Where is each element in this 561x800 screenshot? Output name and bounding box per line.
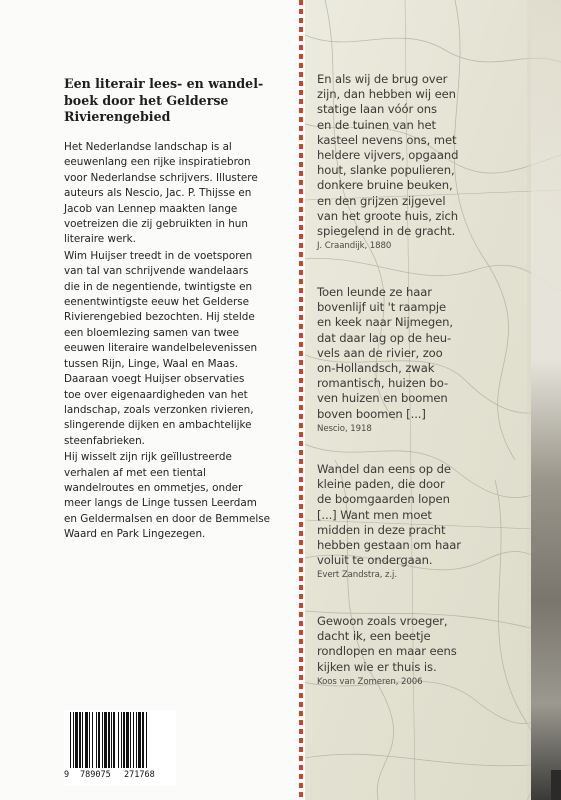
quote-author: J. Craandijk, 1880 <box>317 241 392 252</box>
quote-block-4 <box>317 614 513 688</box>
blurb-text <box>64 140 296 544</box>
quote-text: Gewoon zoals vroeger, dacht ik, een beetje rondlopen en maar eens kijken wie er thuis is. <box>317 614 457 674</box>
isbn-lead-digit: 9 <box>64 770 70 780</box>
quote-text: Wandel dan eens op de kleine paden, die door de boomgaarden lopen [...] Want men moet midden in deze pracht hebben gestaan om haar voluit te ondergaan. <box>317 462 461 568</box>
quote-block-2 <box>317 285 513 435</box>
photo-strip-edge <box>531 0 561 800</box>
blurb-paragraph-3: Hij wisselt zijn rijk geïllustreerde verhalen af met een tiental wandelroutes en ommetjes, onder meer langs de Linge tussen Leerdam en Geldermalsen en door de Bemmelse Waard en Park Lingezegen. <box>64 451 271 541</box>
isbn-barcode <box>64 710 176 786</box>
dashed-divider <box>297 0 305 800</box>
quote-block-1 <box>317 72 513 252</box>
quote-author: Nescio, 1918 <box>317 423 372 434</box>
isbn-digits-group-b: 271768 <box>124 770 155 780</box>
book-subtitle: Een literair lees- en wandel- boek door het Gelderse Rivierengebied <box>64 76 264 124</box>
quote-text: En als wij de brug over zijn, dan hebben wij een statige laan vóór ons en de tuinen van het kasteel nevens ons, met heldere vijvers, opgaand hout, slanke populieren, donkere bruine beuken, en den grijzen zijgevel van het groote huis, zich spiegelend in de gracht. <box>317 72 459 239</box>
barcode-bars <box>70 712 170 768</box>
blurb-paragraph-2: Wim Huijser treedt in de voetsporen van tal van schrijvende wandelaars die in de negentiende, twintigste en eenentwintigste eeuw het Gelderse Rivierengebied bezochten. Hij stelde een bloemlezing samen van twee eeuwen literaire wandelbelevenissen tussen Rijn, Linge, Waal en Maas. Daaraan voegt Huijser observaties toe over eigenaardigheden van het landschap, zoals verzonken rivieren, slingerende dijken en ambachtelijke steenfabrieken. <box>64 249 258 447</box>
quote-block-3 <box>317 462 513 581</box>
quote-author: Evert Zandstra, z.j. <box>317 570 397 581</box>
isbn-digits-group-a: 789075 <box>80 770 111 780</box>
historic-map-panel <box>305 0 561 800</box>
blurb-paragraph-1: Het Nederlandse landschap is al eeuwenlang een rijke inspiratiebron voor Nederlandse schrijvers. Illustere auteurs als Nescio, Jac. P. Thijsse en Jacob van Lennep maakten lange voetreizen die zij gebruikten in hun literaire werk. <box>64 141 258 246</box>
quote-text: Toen leunde ze haar bovenlijf uit 't raampje en keek naar Nijmegen, dat daar lag op de heu- vels aan de rivier, zoo on-Hollandsch, zwak romantisch, huizen bo- ven huizen en boomen boven boomen [...] <box>317 285 454 421</box>
quote-author: Koos van Zomeren, 2006 <box>317 676 423 687</box>
